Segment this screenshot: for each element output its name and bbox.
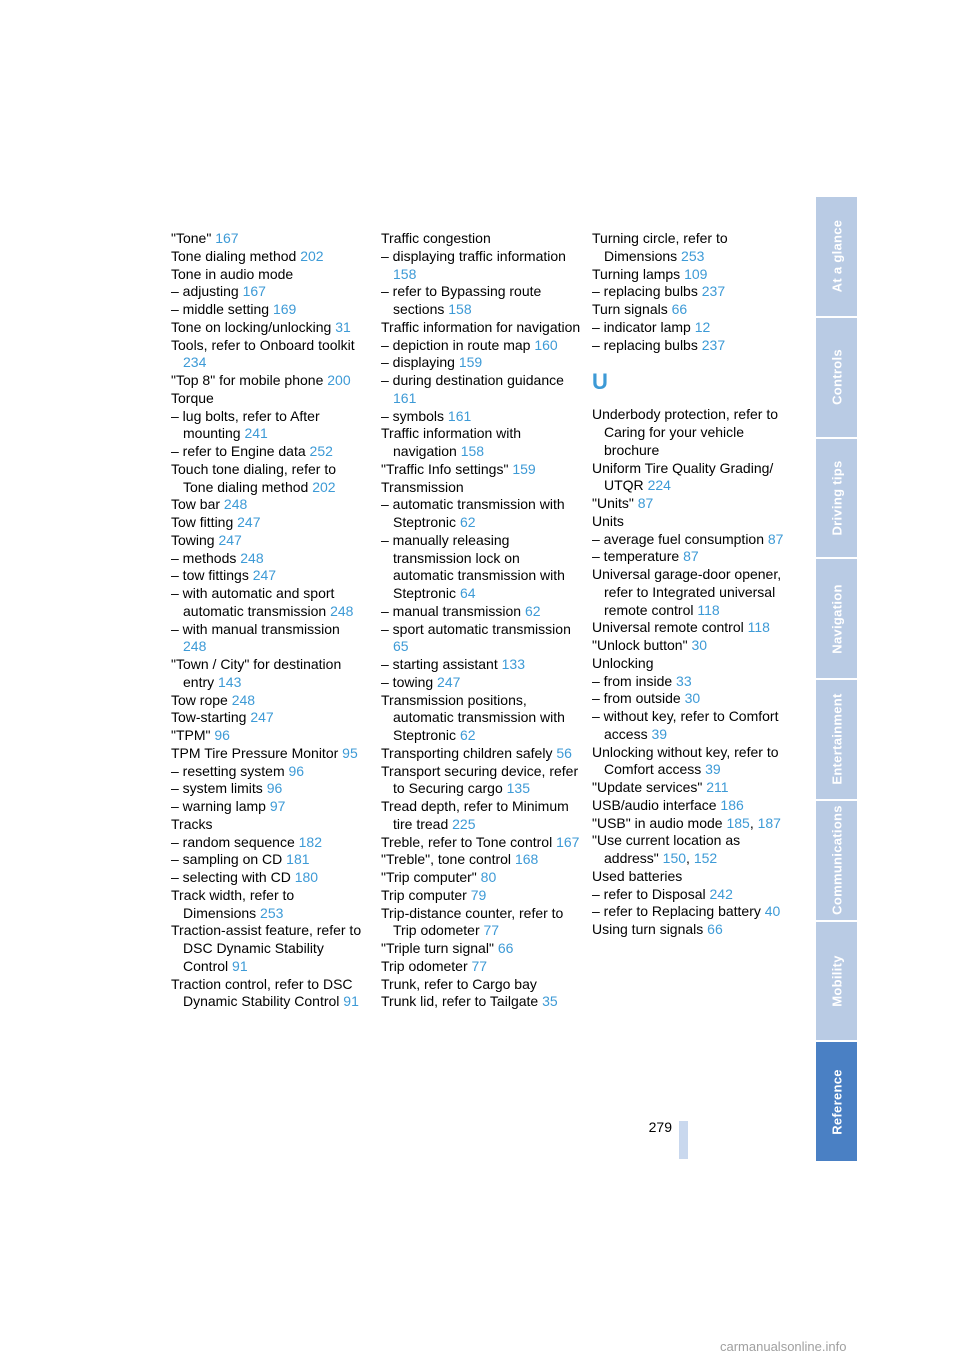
page-reference-link[interactable]: 12 [694, 318, 711, 335]
index-entry-text: – lug bolts, refer to After mounting [171, 407, 320, 442]
index-entry-text: Underbody protection, refer to Caring for your vehicle brochure [592, 406, 778, 458]
index-entry-text: Tow-starting [171, 709, 251, 726]
index-entry [381, 408, 581, 426]
index-entry-text: Traffic information with navigation [381, 425, 522, 459]
index-entry [381, 834, 581, 852]
index-entry [381, 976, 581, 994]
page-reference-link[interactable]: 35 [542, 993, 558, 1010]
index-entry-text: "Traffic Info settings" [381, 460, 513, 477]
index-entry-text: Tracks [171, 815, 213, 832]
index-entry [592, 797, 792, 815]
index-entry [381, 745, 581, 763]
page-reference-link[interactable]: 133 [501, 656, 525, 672]
page-reference-link[interactable]: 253 [260, 904, 284, 921]
page-reference-link[interactable]: 65 [393, 638, 409, 655]
index-entry-text: Using turn signals [592, 921, 708, 937]
index-entry-text: – random sequence [171, 833, 299, 850]
index-entry [592, 690, 792, 708]
page-reference-link[interactable]: 62 [459, 727, 476, 743]
index-entry-text: – without key, refer to Comfort access [592, 708, 779, 742]
sidebar-tab-at-a-glance[interactable] [816, 197, 857, 316]
index-entry [381, 869, 581, 887]
index-entry [592, 531, 792, 549]
index-entry-text: "Update services" [592, 779, 707, 795]
index-entry-text: Used batteries [592, 867, 683, 884]
page-reference-link[interactable]: 66 [671, 301, 688, 317]
page-reference-link[interactable]: 241 [244, 425, 268, 442]
index-entry-text: USB/audio interface [592, 796, 721, 813]
index-entry-text: Turning circle, refer to Dimensions [592, 230, 728, 264]
page-reference-link[interactable]: 167 [556, 833, 580, 850]
index-entry-text: – symbols [381, 407, 448, 424]
page-reference-link[interactable]: 253 [681, 247, 705, 264]
page-reference-link[interactable]: 159 [512, 460, 536, 477]
index-entry [171, 550, 366, 568]
sidebar-tab-label: Controls [829, 349, 844, 406]
index-entry [381, 230, 581, 248]
page-reference-link[interactable]: 225 [452, 815, 476, 832]
index-entry-text: – selecting with CD [171, 869, 295, 885]
index-entry [592, 708, 792, 744]
index-entry [171, 780, 366, 798]
page-reference-link[interactable]: 87 [767, 530, 784, 547]
index-entry [171, 851, 366, 869]
page-reference-link[interactable]: 30 [691, 637, 708, 653]
index-entry [381, 621, 581, 657]
index-entry-text: – resetting system [171, 762, 289, 779]
index-entry-text: Towing [171, 531, 219, 548]
index-entry [171, 585, 366, 621]
index-entry [381, 425, 581, 461]
page-reference-link[interactable]: 91 [343, 993, 359, 1010]
index-entry-text: Tow bar [171, 496, 224, 513]
sidebar-tab-label: At a glance [829, 220, 844, 293]
page-reference-link[interactable]: 181 [286, 851, 310, 868]
sidebar-tab-entertainment[interactable] [816, 680, 857, 799]
page-reference-link[interactable]: 252 [309, 443, 333, 459]
page-reference-link[interactable]: 186 [720, 796, 744, 813]
index-entry: "USB" in audio mode 185, 187 [592, 814, 781, 831]
index-entry: "Use current location as address" 150, 152 [592, 832, 741, 866]
page-reference-link[interactable]: 237 [701, 336, 726, 353]
index-entry [381, 479, 581, 497]
index-entry [381, 354, 581, 372]
index-entry-text: – with automatic and sport automatic transmission [171, 585, 335, 619]
index-entry [381, 656, 581, 674]
index-entry-text: – from inside [592, 672, 677, 689]
index-entry [381, 993, 581, 1011]
page-reference-link[interactable]: 161 [393, 389, 417, 406]
index-entry [171, 496, 366, 514]
index-entry [171, 248, 366, 266]
index-entry-text: Tone dialing method [171, 247, 301, 264]
page-reference-link[interactable]: 77 [471, 957, 488, 974]
sidebar-tab-label: Reference [829, 1068, 844, 1135]
sidebar-tab-communications[interactable] [816, 801, 857, 920]
index-entry [171, 283, 366, 301]
index-entry-text: TPM Tire Pressure Monitor [171, 744, 343, 761]
index-entry [381, 319, 581, 337]
index-entry [171, 230, 366, 248]
page-reference-link[interactable]: 234 [183, 354, 207, 371]
index-entry-text: Trunk, refer to Cargo bay [381, 975, 537, 992]
page-number-bar [679, 1121, 688, 1159]
index-entry [381, 496, 581, 532]
index-entry-text: Transmission [381, 478, 464, 495]
index-entry [171, 266, 366, 284]
page-number: 279 [648, 1119, 672, 1135]
index-entry [171, 816, 366, 834]
index-entry-text: "USB" in audio mode [592, 814, 727, 831]
index-entry [381, 248, 581, 284]
page-reference-link[interactable]: 159 [458, 354, 483, 371]
sidebar-tab-label: Communications [829, 805, 844, 915]
index-entry-text: Turning lamps [592, 265, 685, 282]
page-reference-link[interactable]: 247 [218, 531, 242, 548]
page-reference-link[interactable]: 77 [483, 922, 500, 939]
index-entry [171, 887, 366, 923]
index-entry [171, 763, 366, 781]
index-entry [171, 390, 366, 408]
index-entry [381, 337, 581, 355]
page-reference-link[interactable]: 66 [497, 940, 514, 956]
page-reference-link[interactable]: 158 [460, 443, 485, 459]
index-entry [381, 851, 581, 869]
index-entry-text: Tow fitting [171, 514, 238, 530]
index-entry-text: – displaying traffic information [381, 247, 566, 264]
index-entry-text: Unlocking [592, 654, 654, 671]
index-entry [592, 886, 792, 904]
page-reference-link[interactable]: 248 [330, 602, 354, 619]
page-reference-link[interactable]: 97 [269, 798, 286, 814]
index-entry-text: Transport securing device, refer to Securing cargo [381, 762, 579, 797]
index-entry [171, 372, 366, 390]
index-entry-text: – system limits [171, 780, 267, 797]
index-entry-text: – displaying [381, 354, 459, 371]
section-sidebar [816, 197, 857, 1161]
sidebar-tab-reference[interactable] [816, 1042, 857, 1161]
page-reference-link[interactable]: 95 [342, 744, 358, 761]
index-entry [381, 283, 581, 319]
page-reference-link[interactable]: 150 [662, 850, 687, 866]
index-entry [171, 621, 366, 657]
index-entry-text: Unlocking without key, refer to Comfort access [592, 743, 779, 778]
page-reference-link[interactable]: 80 [480, 869, 497, 885]
index-entry [592, 301, 792, 319]
page-reference-link[interactable]: 187 [757, 814, 781, 831]
index-column-2 [381, 230, 581, 1011]
index-entry [381, 692, 581, 745]
index-entry [592, 637, 792, 655]
index-entry-text: – during destination guidance [381, 372, 564, 388]
index-entry-text: Uniform Tire Quality Grading/ UTQR [592, 459, 774, 494]
page-reference-link[interactable]: 167 [215, 230, 239, 246]
index-entry [381, 532, 581, 603]
page-reference-link[interactable]: 185 [726, 814, 750, 831]
index-entry [592, 513, 792, 531]
index-entry [171, 922, 366, 975]
index-entry [592, 619, 792, 637]
index-entry-text: "Top 8" for mobile phone [171, 372, 328, 388]
index-entry-text: Track width, refer to Dimensions [171, 886, 295, 921]
page-reference-link[interactable]: 202 [300, 247, 324, 264]
index-entry-text: – indicator lamp [592, 318, 695, 335]
page-reference-link[interactable]: 39 [651, 725, 668, 742]
page-reference-link[interactable]: 167 [242, 283, 266, 300]
index-entry [171, 567, 366, 585]
index-entry-text: Tools, refer to Onboard toolkit [171, 336, 355, 353]
index-entry-text: – tow fittings [171, 567, 253, 584]
index-entry-text: – refer to Engine data [171, 443, 310, 459]
index-entry-text: – average fuel consumption [592, 530, 768, 547]
index-entry-text: Touch tone dialing, refer to Tone dialing method [171, 460, 336, 495]
page-reference-link[interactable]: 202 [312, 478, 336, 495]
index-entry-text: – adjusting [171, 283, 243, 300]
index-entry [381, 940, 581, 958]
index-entry [381, 603, 581, 621]
page-reference-link[interactable]: 96 [266, 780, 283, 797]
index-entry [171, 834, 366, 852]
index-entry-text: – towing [381, 673, 438, 690]
index-entry [381, 905, 581, 941]
index-entry [171, 745, 366, 763]
index-entry-text: – middle setting [171, 301, 273, 317]
index-entry [592, 673, 792, 691]
index-entry [171, 532, 366, 550]
index-entry-text: Trip computer [381, 886, 471, 903]
sidebar-tab-controls[interactable] [816, 318, 857, 437]
index-entry-text: – automatic transmission with Steptronic [381, 496, 565, 530]
index-entry [171, 461, 366, 497]
index-entry-text: "TPM" [171, 727, 215, 743]
index-entry [171, 514, 366, 532]
page-reference-link[interactable]: 247 [237, 514, 261, 530]
page-reference-link[interactable]: 109 [684, 265, 708, 282]
page-reference-link[interactable]: 79 [470, 886, 487, 903]
page-reference-link[interactable]: 91 [232, 957, 248, 974]
page-reference-link[interactable]: 169 [272, 301, 297, 317]
page-reference-link[interactable]: 180 [294, 869, 319, 885]
page-reference-link[interactable]: 247 [437, 673, 461, 690]
index-entry [592, 495, 792, 513]
index-entry-text: – manual transmission [381, 602, 525, 619]
page-reference-link[interactable]: 66 [707, 921, 723, 937]
page-reference-link[interactable]: 62 [524, 602, 541, 619]
index-entry-text: – replacing bulbs [592, 283, 702, 300]
index-entry-text: Universal garage-door opener, refer to Integrated universal remote control [592, 566, 782, 618]
page-reference-link[interactable]: 248 [240, 549, 264, 566]
index-entry [592, 868, 792, 886]
index-entry-text: Tow rope [171, 691, 232, 708]
sidebar-tab-mobility[interactable] [816, 922, 857, 1041]
index-entry-text: "Trip computer" [381, 869, 481, 885]
index-entry-text: "Treble", tone control [381, 851, 515, 868]
index-entry [592, 460, 792, 496]
index-entry-text: – temperature [592, 548, 684, 565]
index-entry [592, 921, 792, 939]
index-entry-text: Universal remote control [592, 619, 748, 636]
page-reference-link[interactable]: 158 [448, 301, 472, 317]
page-reference-link[interactable]: 118 [697, 601, 720, 618]
index-entry [171, 692, 366, 710]
page-reference-link[interactable]: 152 [693, 850, 718, 866]
index-entry [381, 958, 581, 976]
index-entry-text: Transporting children safely [381, 744, 557, 761]
index-entry [171, 709, 366, 727]
index-entry-text: "Triple turn signal" [381, 940, 498, 956]
index-entry [171, 408, 366, 444]
index-entry [592, 319, 792, 337]
index-entry [592, 230, 792, 266]
page-reference-link[interactable]: 96 [288, 762, 305, 779]
index-column-3 [592, 230, 792, 939]
index-entry-text: Traction-assist feature, refer to DSC Dynamic Stability Control [171, 922, 362, 974]
page-reference-link[interactable]: 248 [183, 638, 207, 655]
index-entry-text: – refer to Replacing battery [592, 903, 765, 920]
page-reference-link[interactable]: 64 [459, 585, 476, 601]
index-entry [592, 566, 792, 619]
index-entry [592, 283, 792, 301]
index-entry-text: – refer to Bypassing route sections [381, 283, 542, 317]
index-entry-text: Tread depth, refer to Minimum tire tread [381, 798, 569, 832]
index-entry-text: "Unlock button" [592, 637, 692, 653]
index-entry [381, 372, 581, 408]
index-entry [592, 337, 792, 355]
page-reference-link[interactable]: 87 [637, 495, 654, 511]
index-entry-text: Transmission positions, automatic transmission with Steptronic [381, 691, 565, 743]
index-entry-text: Trip odometer [381, 957, 472, 974]
page-reference-link[interactable]: 237 [701, 283, 726, 300]
page-reference-link[interactable]: 30 [684, 690, 701, 707]
index-entry [171, 319, 366, 337]
page-reference-link[interactable]: 96 [214, 727, 230, 743]
index-entry-text: – sport automatic transmission [381, 620, 571, 637]
sidebar-tab-label: Mobility [829, 955, 844, 1007]
index-entry [381, 763, 581, 799]
page-reference-link[interactable]: 56 [556, 744, 572, 761]
page-reference-link[interactable]: 39 [705, 761, 721, 778]
page-reference-link[interactable]: 31 [335, 318, 351, 335]
index-entry-text: – depiction in route map [381, 336, 535, 353]
sidebar-tab-label: Entertainment [829, 693, 844, 786]
index-entry-text: "Use current location as address" [592, 832, 741, 866]
page-reference-link[interactable]: 158 [393, 265, 417, 282]
page-reference-link[interactable]: 118 [747, 619, 770, 636]
page-reference-link[interactable]: 160 [534, 336, 558, 353]
page-reference-link[interactable]: 143 [218, 673, 242, 690]
index-entry-text: "Town / City" for destination entry [171, 656, 342, 690]
watermark: carmanualsonline.info [720, 1339, 847, 1354]
index-entry [592, 779, 792, 797]
index-entry [592, 903, 792, 921]
index-entry-text: Traffic information for navigation [381, 318, 581, 335]
page-reference-link[interactable]: 33 [676, 672, 692, 689]
index-entry [381, 461, 581, 479]
index-entry-text: Treble, refer to Tone control [381, 833, 557, 850]
page-reference-link[interactable]: 247 [250, 709, 274, 726]
index-entry-text: – with manual transmission [171, 620, 340, 637]
index-entry-text: "Units" [592, 495, 638, 511]
page-reference-link[interactable]: 168 [514, 851, 539, 868]
index-entry-text: – methods [171, 549, 241, 566]
page-reference-link[interactable]: 248 [223, 496, 248, 513]
index-entry [171, 869, 366, 887]
sidebar-tab-navigation[interactable] [816, 559, 857, 678]
index-entry [381, 674, 581, 692]
index-entry [381, 798, 581, 834]
index-entry-text: Tone in audio mode [171, 265, 294, 282]
index-letter-heading: U [592, 369, 608, 395]
page-reference-link[interactable]: 135 [506, 780, 530, 797]
page-reference-link[interactable]: 242 [709, 885, 733, 902]
page-reference-link[interactable]: 211 [706, 779, 729, 795]
index-entry-text: Trip-distance counter, refer to Trip odometer [381, 904, 564, 939]
index-entry [171, 976, 366, 1012]
index-entry-text: – warning lamp [171, 798, 270, 814]
page-reference-link[interactable]: 62 [459, 514, 476, 530]
index-entry-text: – starting assistant [381, 656, 502, 672]
index-column-1 [171, 230, 366, 1011]
index-entry-text: – manually releasing transmission lock on automatic transmission with Steptronic [381, 531, 565, 601]
page-reference-link[interactable]: 40 [764, 903, 781, 920]
page-reference-link[interactable]: 161 [447, 407, 472, 424]
index-entry [592, 744, 792, 780]
index-entry-text: – replacing bulbs [592, 336, 702, 353]
index-entry-text: Turn signals [592, 301, 672, 317]
index-entry-text: Traffic congestion [381, 230, 491, 246]
index-entry [171, 337, 366, 373]
index-entry-text: "Tone" [171, 230, 216, 246]
index-entry-text: – from outside [592, 690, 685, 707]
page-reference-link[interactable]: 224 [647, 477, 671, 494]
index-entry [171, 656, 366, 692]
index-entry [171, 798, 366, 816]
index-entry-text: Traction control, refer to DSC Dynamic Stability Control [171, 975, 353, 1010]
page-reference-link[interactable]: 247 [252, 567, 277, 584]
index-entry [171, 301, 366, 319]
index-entry [592, 406, 792, 459]
page-reference-link[interactable]: 182 [298, 833, 322, 850]
sidebar-tab-label: Navigation [829, 583, 844, 654]
index-entry-text: Trunk lid, refer to Tailgate [381, 993, 543, 1010]
index-entry [592, 655, 792, 673]
index-entry-text: Torque [171, 389, 214, 406]
index-entry-text: – sampling on CD [171, 851, 287, 868]
page-reference-link[interactable]: 87 [683, 548, 699, 565]
index-entry [171, 443, 366, 461]
sidebar-tab-label: Driving tips [829, 460, 844, 536]
sidebar-tab-driving-tips[interactable] [816, 439, 857, 558]
index-entry [381, 887, 581, 905]
index-entry [592, 266, 792, 284]
page-reference-link[interactable]: 248 [231, 691, 256, 708]
index-entry-text: Tone on locking/unlocking [171, 318, 336, 335]
index-entry [171, 727, 366, 745]
page-reference-link[interactable]: 200 [327, 372, 351, 388]
index-entry-text: Units [592, 512, 624, 529]
index-entry-text: – refer to Disposal [592, 885, 710, 902]
index-entry [592, 548, 792, 566]
